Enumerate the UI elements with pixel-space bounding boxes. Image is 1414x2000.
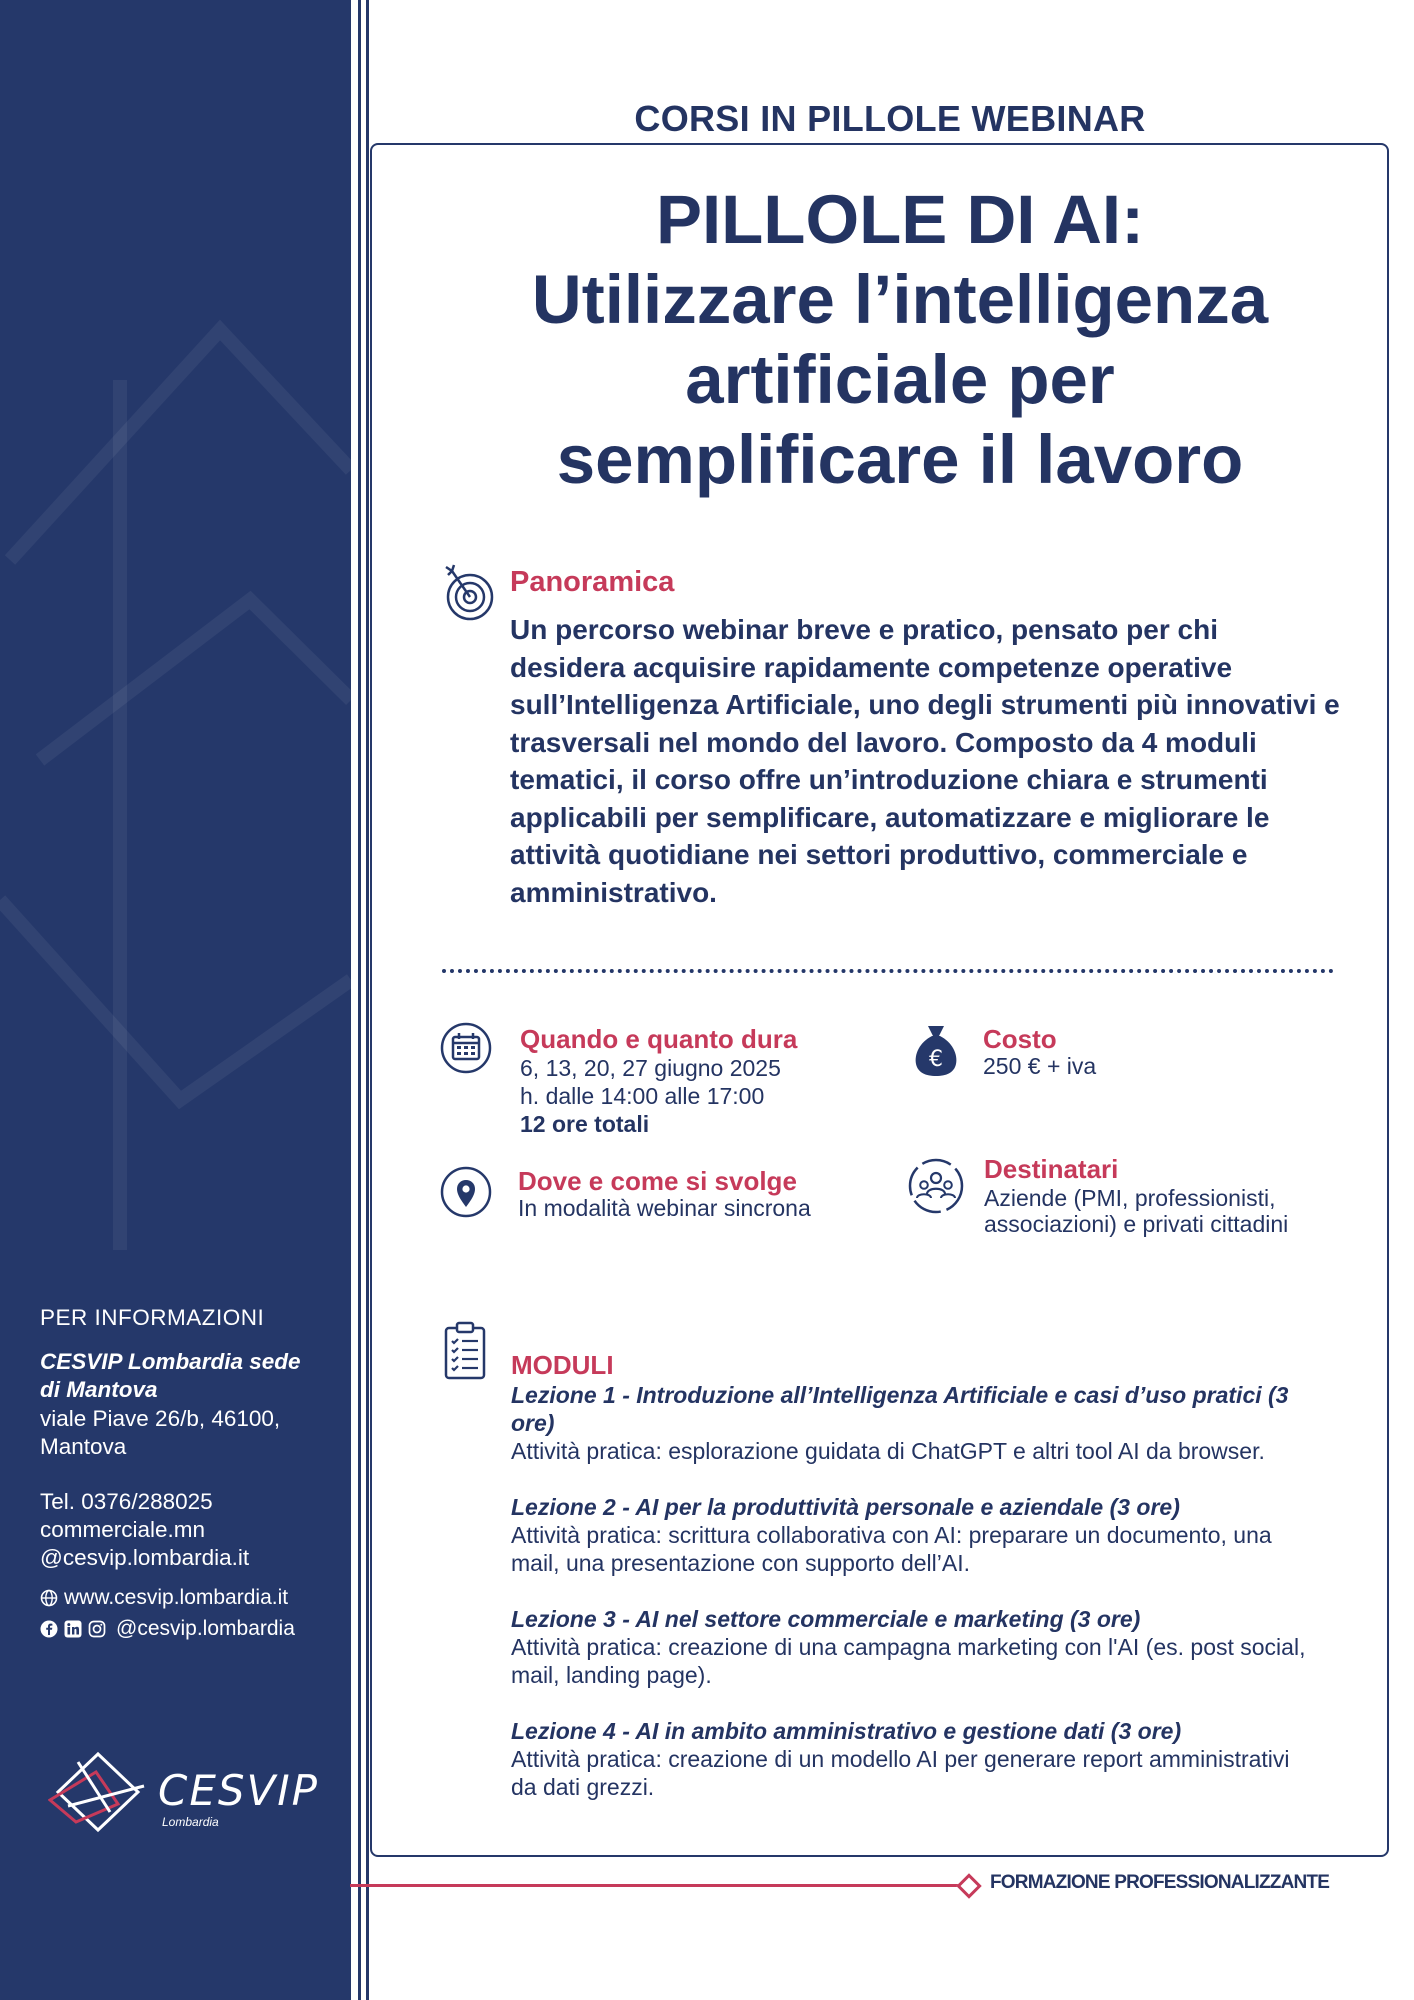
clipboard-icon	[440, 1320, 490, 1382]
modules-section	[511, 1349, 1311, 1829]
lesson-description: Attività pratica: creazione di una campagna marketing con l'AI (es. post social, mail, landing page).	[511, 1634, 1306, 1688]
title-line: PILLOLE DI AI:	[655, 181, 1145, 258]
info-heading: PER INFORMAZIONI	[40, 1305, 265, 1330]
calendar-icon	[440, 1022, 492, 1074]
social-row	[40, 1617, 295, 1641]
address-line1: viale Piave 26/b, 46100,	[40, 1406, 281, 1431]
linkedin-icon[interactable]	[64, 1620, 82, 1638]
lesson-item	[511, 1493, 1311, 1577]
lesson-item	[511, 1381, 1311, 1465]
phone-number[interactable]: Tel. 0376/288025	[40, 1489, 213, 1514]
lesson-title: Lezione 3 - AI nel settore commerciale e marketing (3 ore)	[511, 1606, 1141, 1632]
page-kicker: CORSI IN PILLOLE WEBINAR	[634, 98, 1146, 139]
lesson-title: Lezione 4 - AI in ambito amministrativo e gestione dati (3 ore)	[511, 1718, 1182, 1744]
target-icon	[440, 561, 498, 623]
vertical-divider	[358, 0, 361, 2000]
cesvip-logo-icon	[48, 1742, 158, 1842]
instagram-icon[interactable]	[88, 1620, 106, 1638]
people-group-icon	[906, 1156, 966, 1216]
logo-subtitle: Lombardia	[162, 1815, 219, 1829]
title-line: artificiale per	[685, 341, 1115, 418]
page-title	[420, 180, 1380, 500]
lesson-title: Lezione 2 - AI per la produttività personale e aziendale (3 ore)	[511, 1494, 1180, 1520]
dotted-divider	[442, 969, 1334, 973]
modules-heading: MODULI	[511, 1350, 614, 1380]
org-name-line2: di Mantova	[40, 1377, 158, 1402]
title-line: Utilizzare l’intelligenza	[531, 261, 1269, 338]
lesson-item	[511, 1717, 1311, 1801]
email-line2[interactable]: @cesvip.lombardia.it	[40, 1545, 250, 1570]
money-bag-icon	[910, 1020, 962, 1078]
social-handle[interactable]: @cesvip.lombardia	[116, 1617, 295, 1640]
audience-line1: Aziende (PMI, professionisti,	[984, 1185, 1276, 1211]
globe-icon	[40, 1589, 58, 1607]
address-line2: Mantova	[40, 1434, 127, 1459]
email-line1[interactable]: commerciale.mn	[40, 1517, 206, 1542]
location-pin-icon	[440, 1166, 492, 1218]
footer-label: FORMAZIONE PROFESSIONALIZZANTE	[990, 1872, 1330, 1893]
when-total: 12 ore totali	[520, 1111, 650, 1137]
where-value: In modalità webinar sincrona	[518, 1195, 811, 1221]
sidebar-panel	[0, 0, 351, 2000]
audience-line2: associazioni) e privati cittadini	[984, 1211, 1289, 1237]
facebook-icon[interactable]	[40, 1620, 58, 1638]
when-hours: h. dalle 14:00 alle 17:00	[520, 1083, 765, 1109]
when-dates: 6, 13, 20, 27 giugno 2025	[520, 1055, 781, 1081]
title-line: semplificare il lavoro	[556, 421, 1244, 498]
lesson-description: Attività pratica: scrittura collaborativa con AI: preparare un documento, una mail, una presentazione con supporto dell’AI.	[511, 1522, 1272, 1576]
logo-wordmark: CESVIP	[158, 1766, 319, 1815]
overview-text: Un percorso webinar breve e pratico, pensato per chi desidera acquisire rapidamente competenze operative sull’Intelligenza Artificiale, uno degli strumenti più innovativi e trasversali nel mondo del lavoro. Composto da 4 moduli tematici, il corso offre un’introduzione chiara e strumenti applicabili per semplificare, automatizzare e migliorare le attività quotidiane nei settori produttivo, commerciale e amministrativo.	[510, 614, 1340, 908]
lesson-description: Attività pratica: esplorazione guidata di ChatGPT e altri tool AI da browser.	[511, 1438, 1265, 1464]
overview-heading: Panoramica	[510, 566, 675, 598]
vertical-divider	[366, 0, 369, 2000]
when-heading: Quando e quanto dura	[520, 1024, 798, 1054]
where-heading: Dove e come si svolge	[518, 1166, 797, 1196]
audience-heading: Destinatari	[984, 1154, 1119, 1184]
website-row[interactable]	[40, 1586, 288, 1610]
svg-text:€: €	[929, 1047, 943, 1072]
cost-heading: Costo	[983, 1024, 1057, 1054]
lesson-description: Attività pratica: creazione di un modello AI per generare report amministrativi da dati grezzi.	[511, 1746, 1290, 1800]
website-link[interactable]: www.cesvip.lombardia.it	[64, 1586, 289, 1609]
lesson-title: Lezione 1 - Introduzione all’Intelligenza Artificiale e casi d’uso pratici (3 ore)	[511, 1382, 1289, 1436]
footer-diamond-icon	[956, 1873, 981, 1898]
decorative-background-icon	[0, 0, 351, 2000]
lesson-item	[511, 1605, 1311, 1689]
footer-rule	[350, 1884, 972, 1887]
org-name-line1: CESVIP Lombardia sede	[40, 1349, 301, 1374]
cost-value: 250 € + iva	[983, 1053, 1097, 1079]
